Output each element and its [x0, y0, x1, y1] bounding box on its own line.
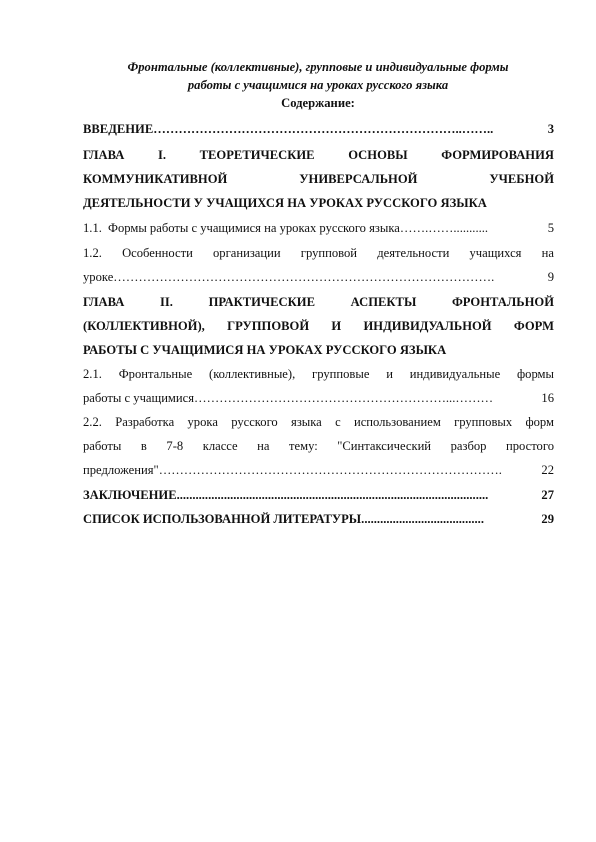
toc-entry-text: ЗАКЛЮЧЕНИЕ	[83, 488, 177, 502]
toc-page-number: 16	[541, 391, 554, 405]
toc-page-number: 3	[547, 122, 554, 136]
toc-entry-1-2-line-2[interactable]	[83, 269, 554, 286]
toc-chapter1-line-3[interactable]: ДЕЯТЕЛЬНОСТИ У УЧАЩИХСЯ НА УРОКАХ РУССКОГО ЯЗЫКА	[83, 196, 487, 210]
toc-entry-references[interactable]	[83, 511, 554, 528]
toc-entry-text: предложения"	[83, 463, 159, 477]
toc-leader: …….……...........	[399, 221, 489, 235]
toc-chapter1-line-2[interactable]: КОММУНИКАТИВНОЙ УНИВЕРСАЛЬНОЙ УЧЕБНОЙ	[83, 172, 554, 186]
doc-title-line-1: Фронтальные (коллективные), групповые и индивидуальные формы	[127, 60, 509, 74]
toc-leader: ……………………………………………………...………	[194, 391, 494, 405]
toc-leader: .......................................	[361, 512, 484, 526]
toc-entry-text: Разработка урока русского языка с использованием групповых форм	[115, 415, 554, 429]
toc-leader: ...................................................................................................	[176, 488, 489, 502]
toc-section-number: 1.2.	[83, 246, 102, 260]
contents-heading: Содержание:	[281, 96, 355, 110]
toc-leader: ……………………………………………………………………….	[158, 463, 502, 477]
toc-entry-text: Особенности организации групповой деятельности учащихся на	[122, 246, 554, 260]
toc-entry-text: работы с учащимися	[83, 391, 195, 405]
toc-chapter2-line-2[interactable]: (КОЛЛЕКТИВНОЙ), ГРУППОВОЙ И ИНДИВИДУАЛЬНОЙ ФОРМ	[83, 319, 554, 333]
toc-entry-2-1-line-2[interactable]	[83, 390, 554, 407]
toc-entry-2-2-line-2[interactable]: работы в 7-8 классе на тему: "Синтаксический разбор простого	[83, 439, 554, 453]
toc-entry-text: Формы работы с учащимися на уроках русского языка	[108, 221, 400, 235]
toc-entry-2-2-line-1[interactable]	[83, 414, 554, 431]
toc-entry-text: Фронтальные (коллективные), групповые и индивидуальные формы	[118, 367, 554, 381]
toc-entry-1-2-line-1[interactable]	[83, 245, 554, 262]
toc-entry-text: уроке	[83, 270, 114, 284]
toc-section-number: 1.1.	[83, 221, 102, 235]
toc-leader: ……………………………………………………………………………….	[113, 270, 495, 284]
toc-entry-text: ВВЕДЕНИЕ	[83, 122, 154, 136]
toc-entry-1-1[interactable]	[83, 220, 554, 237]
toc-page-number: 27	[541, 488, 554, 502]
toc-chapter2-line-1[interactable]: ГЛАВА II. ПРАКТИЧЕСКИЕ АСПЕКТЫ ФРОНТАЛЬНОЙ	[83, 295, 554, 309]
toc-page-number: 29	[541, 512, 554, 526]
toc-section-number: 2.1.	[83, 367, 102, 381]
toc-entry-conclusion[interactable]	[83, 487, 554, 504]
toc-page-number: 22	[541, 463, 554, 477]
toc-page-number: 9	[547, 270, 554, 284]
toc-leader: ………………………………………………………………..……..	[153, 122, 494, 136]
toc-chapter2-line-3[interactable]: РАБОТЫ С УЧАЩИМИСЯ НА УРОКАХ РУССКОГО ЯЗЫКА	[83, 343, 447, 357]
toc-entry-text: СПИСОК ИСПОЛЬЗОВАННОЙ ЛИТЕРАТУРЫ	[83, 512, 362, 526]
toc-entry-2-2-line-3[interactable]	[83, 462, 554, 479]
doc-title-line-2: работы с учащимися на уроках русского языка	[187, 78, 449, 92]
toc-section-number: 2.2.	[83, 415, 102, 429]
toc-chapter1-line-1[interactable]: ГЛАВА I. ТЕОРЕТИЧЕСКИЕ ОСНОВЫ ФОРМИРОВАНИЯ	[83, 148, 554, 162]
toc-entry-intro[interactable]	[83, 121, 554, 138]
toc-entry-2-1-line-1[interactable]	[83, 366, 554, 383]
toc-page-number: 5	[547, 221, 554, 235]
